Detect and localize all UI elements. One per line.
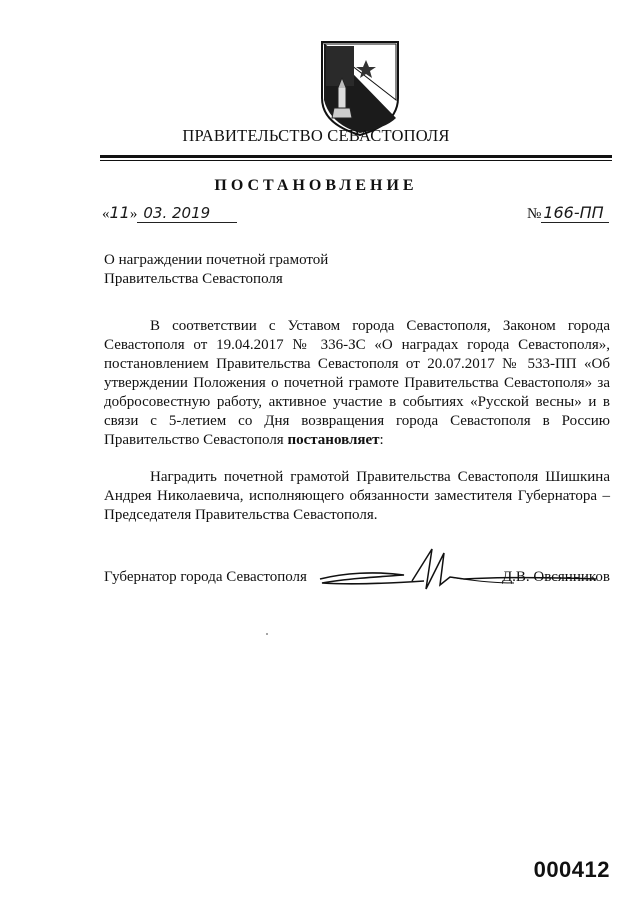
subject-line-2: Правительства Севастополя	[104, 271, 283, 287]
document-date	[102, 203, 237, 223]
sevastopol-coat-of-arms-icon	[316, 38, 404, 138]
header-rule-thick	[100, 155, 612, 158]
date-open-quote: «	[102, 206, 110, 222]
number-prefix: №	[527, 206, 542, 222]
preamble-bold-word: постановляет	[287, 432, 380, 448]
signature-block	[104, 569, 610, 589]
preamble-end: :	[379, 432, 384, 448]
number-value: 166-ПП	[541, 203, 609, 223]
date-close-quote: »	[129, 206, 138, 222]
resolution-paragraph: Наградить почетной грамотой Правительства Севастополя Шишкина Андрея Николаевича, исполняющего обязанности заместителя Губернатора – Председателя Правительства Севастополя.	[104, 469, 610, 523]
issuer-name: ПРАВИТЕЛЬСТВО СЕВАСТОПОЛЯ	[182, 126, 450, 145]
date-month-year: 03. 2019	[137, 204, 237, 223]
subject-line-1: О награждении почетной грамотой	[104, 252, 329, 268]
scan-speck	[266, 633, 268, 635]
document-subject	[104, 251, 404, 289]
document-type: ПОСТАНОВЛЕНИЕ	[214, 177, 418, 194]
signatory-name: Д.В. Овсянников	[501, 569, 610, 585]
header-rule-thin	[100, 160, 612, 161]
signatory-title: Губернатор города Севастополя	[104, 569, 307, 585]
date-day: 11	[109, 203, 130, 222]
serial-number: 000412	[533, 857, 610, 882]
document-number	[527, 203, 609, 223]
preamble-text: В соответствии с Уставом города Севастополя, Законом города Севастополя от 19.04.2017 № 336-ЗС «О наградах города Севастополя», постановлением Правительства Севастополя от 20.07.2017 № 533-ПП «Об утверждении Положения о почетной грамоте Правительства Севастополя» за добросовестную работу, активное участие в событиях «Русской весны» и в связи с 5-летием со Дня возвращения города Севастополя в Россию Правительство Севастополя	[104, 318, 610, 448]
preamble-paragraph	[104, 317, 610, 450]
